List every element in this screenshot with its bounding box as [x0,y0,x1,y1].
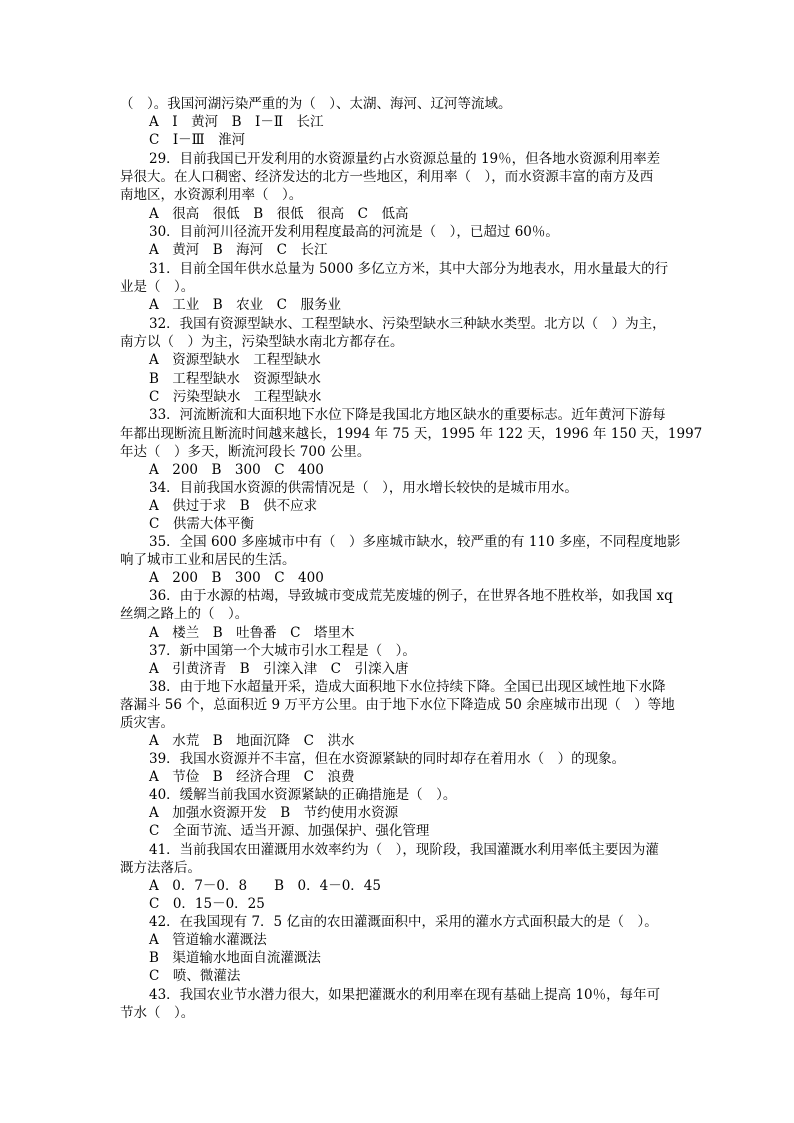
question-41: 41．当前我国农田灌溉用水效率约为（ ），现阶段，我国灌溉水利用率低主要因为灌 [149,842,659,858]
text-line: 南方以（ ）为主，污染型缺水南北方都存在。 [120,334,404,350]
option-line: A 管道输水灌溉法 [149,932,267,948]
option-line: B 渠道输水地面自流灌溉法 [149,950,321,966]
text-line: （ ）。我国河湖污染严重的为（ ）、太湖、海河、辽河等流域。 [120,96,512,112]
option-line: A 引黄济青 B 引滦入津 C 引滦入唐 [149,661,409,677]
option-line: A 200 B 300 C 400 [149,570,324,586]
question-39: 39．我国水资源并不丰富，但在水资源紧缺的同时却存在着用水（ ）的现象。 [149,751,626,767]
text-line: 节水（ ）。 [120,1005,195,1021]
text-line: 溉方法落后。 [120,860,201,876]
option-line: A 资源型缺水 工程型缺水 [149,352,321,368]
option-line: A 供过于求 B 供不应求 [149,498,318,514]
question-34: 34．目前我国水资源的供需情况是（ ），用水增长较快的是城市用水。 [149,480,578,496]
option-line: A 楼兰 B 吐鲁番 C 塔里木 [149,625,355,641]
question-37: 37．新中国第一个大城市引水工程是（ ）。 [149,643,416,659]
option-line: C Ⅰ－Ⅲ 淮河 [149,132,246,148]
question-31: 31．目前全国年供水总量为 5000 多亿立方米，其中大部分为地表水，用水量最大的行 [149,261,669,277]
question-43: 43．我国农业节水潜力很大，如果把灌溉水的利用率在现有基础上提高 10％，每年可 [149,987,661,1003]
option-line: C 全面节流、适当开源、加强保护、强化管理 [149,823,430,839]
option-line: A 节俭 B 经济合理 C 浪费 [149,769,355,785]
option-line: A 工业 B 农业 C 服务业 [149,297,341,313]
text-line: 异很大。在人口稠密、经济发达的北方一些地区，利用率（ ），而水资源丰富的南方及西 [120,169,654,185]
question-29: 29．目前我国已开发利用的水资源量约占水资源总量的 19％，但各地水资源利用率差 [149,151,661,167]
option-line: C 污染型缺水 工程型缺水 [149,389,322,405]
text-line: 落漏斗 56 个，总面积近 9 万平方公里。由于地下水位下降造成 50 余座城市出现（ ）等地 [120,697,675,713]
question-33: 33．河流断流和大面积地下水位下降是我国北方地区缺水的重要标志。近年黄河下游每 [149,407,666,423]
option-line: A 加强水资源开发 B 节约使用水资源 [149,805,399,821]
option-line: C 供需大体平衡 [149,516,254,532]
option-line: A 0．7－0．8 B 0．4－0．45 [149,878,381,894]
option-line: C 0．15－0．25 [149,896,265,912]
question-36: 36．由于水源的枯竭，导致城市变成荒芜废墟的例子，在世界各地不胜枚举，如我国 xq [149,588,673,604]
option-line: A Ⅰ 黄河 B Ⅰ－Ⅱ 长江 [149,114,324,130]
option-line: A 很高 很低 B 很低 很高 C 低高 [149,206,409,222]
text-line: 南地区，水资源利用率（ ）。 [120,187,303,203]
question-38: 38．由于地下水超量开采，造成大面积地下水位持续下降。全国已出现区域性地下水降 [149,679,666,695]
option-line: A 黄河 B 海河 C 长江 [149,242,328,258]
question-35: 35．全国 600 多座城市中有（ ）多座城市缺水，较严重的有 110 多座，不同程度地影 [149,534,681,550]
text-line: 丝绸之路上的（ ）。 [120,606,249,622]
option-line: B 工程型缺水 资源型缺水 [149,371,321,387]
option-line: A 200 B 300 C 400 [149,462,324,478]
question-40: 40．缓解当前我国水资源紧缺的正确措施是（ ）。 [149,787,457,803]
text-line: 质灾害。 [120,715,174,731]
option-line: A 水荒 B 地面沉降 C 洪水 [149,733,355,749]
text-line: 年达（ ）多天，断流河段长 700 公里。 [120,444,371,460]
question-32: 32．我国有资源型缺水、工程型缺水、污染型缺水三种缺水类型。北方以（ ）为主， [149,316,666,332]
question-42: 42．在我国现有 7．5 亿亩的农田灌溉面积中，采用的灌水方式面积最大的是（ ）。 [149,914,658,930]
text-line: 响了城市工业和居民的生活。 [120,552,296,568]
text-line: 业是（ ）。 [120,279,195,295]
text-line: 年都出现断流且断流时间越来越长，1994 年 75 天，1995 年 122 天，1996 年 150 天，1997 [120,426,703,442]
question-30: 30．目前河川径流开发利用程度最高的河流是（ ），已超过 60％。 [149,224,559,240]
option-line: C 喷、微灌法 [149,968,241,984]
